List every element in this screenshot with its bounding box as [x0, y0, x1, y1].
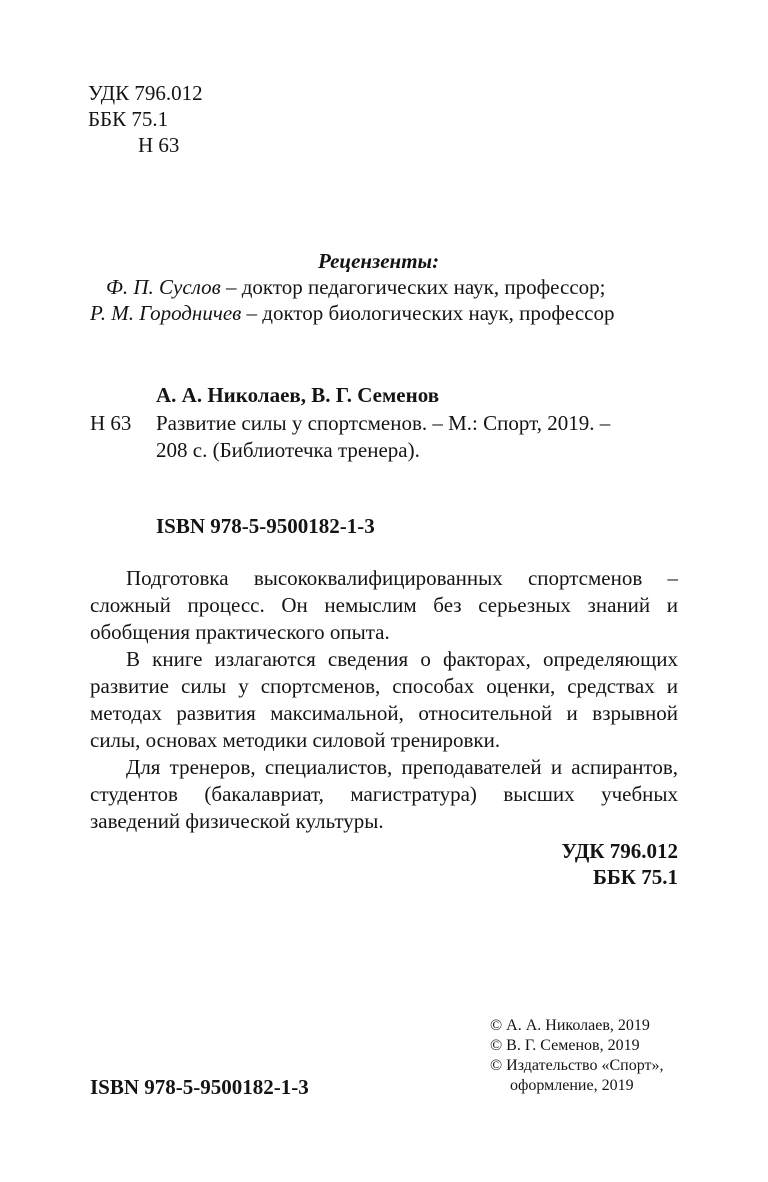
reviewer-1-name: Ф. П. Суслов: [106, 275, 221, 299]
bbk-code-bottom: ББК 75.1: [593, 865, 678, 889]
reviewer-2-title: – доктор биологических наук, профессор: [241, 301, 615, 325]
isbn-record: ISBN 978-5-9500182-1-3: [156, 514, 375, 538]
copyright-line-2: © В. Г. Семенов, 2019: [490, 1037, 640, 1054]
annotation-paragraph-3: Для тренеров, специалистов, преподавателей и аспирантов, студентов (бакалавриат, магистратура) высших учебных заведений физической культуры.: [90, 755, 678, 833]
reviewer-1: [106, 274, 606, 301]
record-line-2: 208 с. (Библиотечка тренера).: [156, 438, 420, 462]
book-authors: А. А. Николаев, В. Г. Семенов: [156, 383, 440, 407]
author-mark: Н 63: [138, 133, 180, 157]
bbk-code: ББК 75.1: [88, 107, 169, 131]
record-line-1: Развитие силы у спортсменов. – М.: Спорт, 2019. –: [156, 411, 611, 435]
annotation: [90, 565, 678, 835]
copyright-line-3: © Издательство «Спорт»,: [490, 1057, 664, 1074]
reviewers-heading: Рецензенты:: [318, 249, 440, 273]
reviewer-1-title: – доктор педагогических наук, профессор;: [220, 275, 606, 299]
record-mark: Н 63: [90, 411, 132, 435]
isbn-footer: ISBN 978-5-9500182-1-3: [90, 1075, 309, 1099]
copyright-line-4: оформление, 2019: [510, 1077, 634, 1094]
udk-code-bottom: УДК 796.012: [561, 839, 678, 863]
reviewer-2-name: Р. М. Городничев: [90, 301, 242, 325]
annotation-paragraph-1: Подготовка высококвалифицированных спортсменов – сложный процесс. Он немыслим без серьезных знаний и обобщения практического опыта.: [90, 566, 678, 644]
annotation-paragraph-2: В книге излагаются сведения о факторах, определяющих развитие силы у спортсменов, способах оценки, средствах и методах развития максимальной, относительной и взрывной силы, основах методики силовой тренировки.: [90, 647, 678, 752]
udk-code: УДК 796.012: [88, 81, 203, 105]
reviewer-2: [90, 300, 614, 327]
copyright-line-1: © А. А. Николаев, 2019: [490, 1017, 650, 1034]
